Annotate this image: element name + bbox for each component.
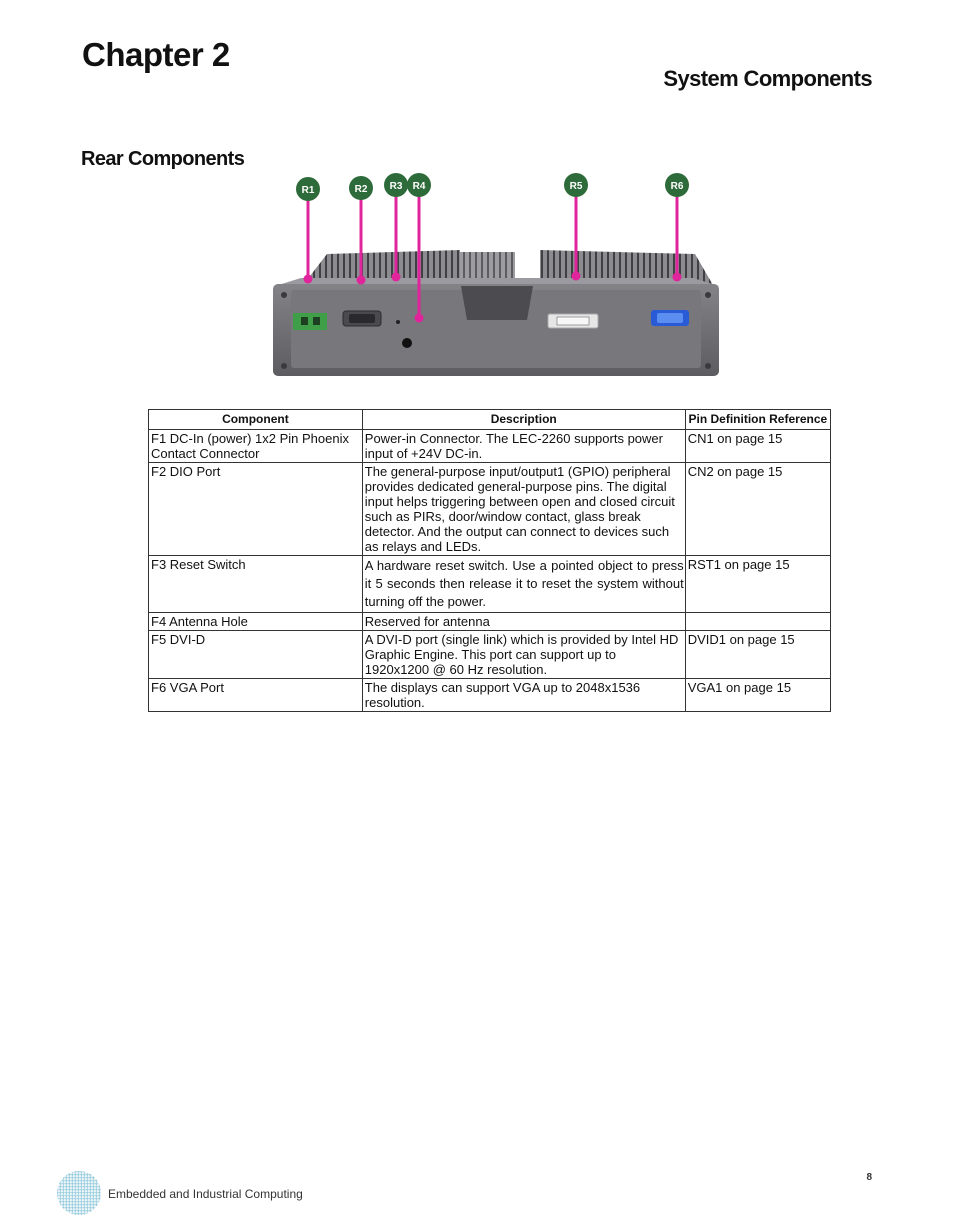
cell-pin: CN2 on page 15	[685, 463, 830, 556]
device-chassis	[273, 250, 719, 376]
callout-target-r4	[415, 314, 424, 323]
cell-description: The displays can support VGA up to 2048x1536 resolution.	[362, 679, 685, 712]
callout-badge-r4	[407, 173, 431, 197]
header-description: Description	[362, 410, 685, 430]
cell-description: Power-in Connector. The LEC-2260 supports power input of +24V DC-in.	[362, 430, 685, 463]
callout-badge-r5	[564, 173, 588, 197]
rear-panel-figure	[265, 170, 727, 382]
callout-label: R3	[389, 181, 403, 192]
callout-badge-r6	[665, 173, 689, 197]
footer-text: Embedded and Industrial Computing	[108, 1187, 303, 1201]
subsection-title: Rear Components	[81, 148, 245, 170]
callout-target-r5	[572, 272, 581, 281]
table-header-row	[149, 410, 831, 430]
table-row	[149, 613, 831, 631]
callout-badges	[296, 173, 689, 201]
callout-target-r3	[392, 273, 401, 282]
callout-label: R5	[569, 181, 583, 192]
cell-pin: DVID1 on page 15	[685, 631, 830, 679]
callout-badge-r3	[384, 173, 408, 197]
callout-target-r6	[673, 273, 682, 282]
company-logo-icon	[56, 1170, 102, 1216]
callout-target-r1	[304, 275, 313, 284]
cell-description: A DVI-D port (single link) which is provided by Intel HD Graphic Engine. This port can support up to 1920x1200 @ 60 Hz resolution.	[362, 631, 685, 679]
callout-label: R6	[670, 181, 684, 192]
cell-component: F2 DIO Port	[149, 463, 363, 556]
table-row	[149, 679, 831, 712]
table-row	[149, 463, 831, 556]
cell-description: Reserved for antenna	[362, 613, 685, 631]
page-number: 8	[866, 1172, 872, 1183]
section-title: System Components	[663, 66, 872, 91]
cell-component: F1 DC-In (power) 1x2 Pin Phoenix Contact Connector	[149, 430, 363, 463]
cell-pin: VGA1 on page 15	[685, 679, 830, 712]
cell-pin	[685, 613, 830, 631]
components-table	[148, 409, 831, 712]
callout-badge-r1	[296, 177, 320, 201]
cell-component: F5 DVI-D	[149, 631, 363, 679]
cell-pin: CN1 on page 15	[685, 430, 830, 463]
cell-component: F6 VGA Port	[149, 679, 363, 712]
callout-target-r2	[357, 276, 366, 285]
callout-label: R2	[354, 184, 368, 195]
table-row	[149, 631, 831, 679]
header-component: Component	[149, 410, 363, 430]
cell-description: A hardware reset switch. Use a pointed object to press it 5 seconds then release it to reset the system without turning off the power.	[362, 556, 685, 613]
cell-pin: RST1 on page 15	[685, 556, 830, 613]
header-pin-definition: Pin Definition Reference	[685, 410, 830, 430]
chapter-title: Chapter 2	[82, 36, 230, 73]
cell-component: F3 Reset Switch	[149, 556, 363, 613]
callout-label: R4	[412, 181, 426, 192]
table-row	[149, 430, 831, 463]
cell-description: The general-purpose input/output1 (GPIO) peripheral provides dedicated general-purpose pins. The digital input helps triggering between open and closed circuit such as PIRs, door/window contact, glass break detector. And the output can connect to devices such as relays and LEDs.	[362, 463, 685, 556]
callout-label: R1	[301, 185, 315, 196]
callout-badge-r2	[349, 176, 373, 200]
table-row	[149, 556, 831, 613]
cell-component: F4 Antenna Hole	[149, 613, 363, 631]
